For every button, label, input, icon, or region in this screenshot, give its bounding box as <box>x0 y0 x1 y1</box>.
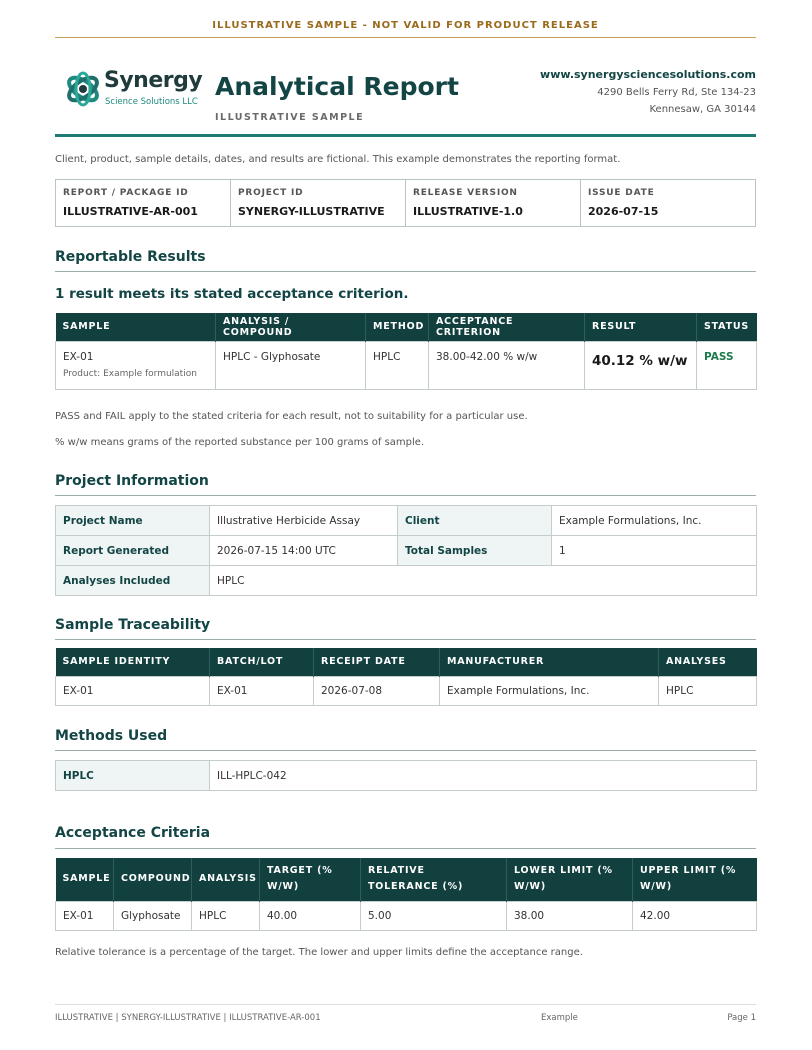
banner-divider <box>55 37 756 38</box>
methods-table <box>55 760 757 791</box>
method-cell: HPLC <box>366 341 429 389</box>
release-version-cell <box>406 180 581 226</box>
column-header: ACCEPTANCE CRITERION <box>429 313 585 341</box>
watermark-banner: ILLUSTRATIVE SAMPLE - NOT VALID FOR PRODUCT RELEASE <box>212 20 599 31</box>
receipt-date-cell: 2026-07-08 <box>314 676 440 705</box>
issue-date-label: ISSUE DATE <box>588 188 655 198</box>
traceability-table <box>55 648 757 706</box>
column-header: ANALYSIS <box>192 858 260 901</box>
result-value: 40.12 % w/w <box>592 352 688 369</box>
results-note-units: % w/w means grams of the reported substance per 100 grams of sample. <box>55 437 425 448</box>
header-divider <box>55 134 756 137</box>
column-header: COMPOUND <box>114 858 192 901</box>
project-id-value: SYNERGY-ILLUSTRATIVE <box>238 205 385 218</box>
section-divider <box>55 271 756 272</box>
criteria-sample-cell: EX-01 <box>56 901 114 930</box>
company-website-link[interactable]: www.synergysciencesolutions.com <box>540 68 756 81</box>
address-line-1: 4290 Bells Ferry Rd, Ste 134-23 <box>597 87 756 98</box>
column-header: STATUS <box>697 313 757 341</box>
company-logo <box>64 68 204 112</box>
disclaimer-text: Client, product, sample details, dates, and results are fictional. This example demonstrates the reporting format. <box>55 154 621 165</box>
criteria-note: Relative tolerance is a percentage of the target. The lower and upper limits define the acceptance range. <box>55 947 583 958</box>
table-row <box>56 676 757 705</box>
status-badge: PASS <box>704 350 734 363</box>
page-number: Page 1 <box>727 1013 756 1023</box>
section-title-traceability: Sample Traceability <box>55 617 211 633</box>
batch-lot-cell: EX-01 <box>210 676 314 705</box>
address-line-2: Kennesaw, GA 30144 <box>649 104 756 115</box>
criterion-cell: 38.00-42.00 % w/w <box>429 341 585 389</box>
result-cell <box>585 341 697 389</box>
column-header: SAMPLE <box>56 313 216 341</box>
column-header: SAMPLE <box>56 858 114 901</box>
column-header: METHOD <box>366 313 429 341</box>
status-cell <box>697 341 757 389</box>
section-title-project: Project Information <box>55 473 209 489</box>
client-value: Example Formulations, Inc. <box>552 506 757 536</box>
sample-id: EX-01 <box>63 350 94 363</box>
section-title-criteria: Acceptance Criteria <box>55 825 211 841</box>
issue-date-cell <box>581 180 755 226</box>
section-divider <box>55 848 756 849</box>
criteria-analysis-cell: HPLC <box>192 901 260 930</box>
criteria-lower-limit-cell: 38.00 <box>507 901 633 930</box>
project-name-value: Illustrative Herbicide Assay <box>210 506 398 536</box>
project-name-label: Project Name <box>56 506 210 536</box>
logo-mark-icon <box>64 68 102 110</box>
column-header: UPPER LIMIT (% W/W) <box>633 858 757 901</box>
logo-wordmark: Synergy <box>104 68 203 93</box>
release-version-label: RELEASE VERSION <box>413 188 518 198</box>
column-header: RELATIVE TOLERANCE (%) <box>361 858 507 901</box>
table-row <box>56 566 757 596</box>
criteria-tolerance-cell: 5.00 <box>361 901 507 930</box>
criteria-target-cell: 40.00 <box>260 901 361 930</box>
issue-date-value: 2026-07-15 <box>588 205 659 218</box>
method-name-cell: HPLC <box>56 761 210 791</box>
section-divider <box>55 639 756 640</box>
report-generated-value: 2026-07-15 14:00 UTC <box>210 536 398 566</box>
criteria-upper-limit-cell: 42.00 <box>633 901 757 930</box>
table-header-row <box>56 858 757 901</box>
company-contact <box>540 68 756 121</box>
logo-tagline: Science Solutions LLC <box>105 97 198 107</box>
results-table <box>55 313 757 390</box>
results-summary: 1 result meets its stated acceptance criterion. <box>55 286 409 302</box>
method-code-cell: ILL-HPLC-042 <box>210 761 757 791</box>
table-row <box>56 901 757 930</box>
release-version-value: ILLUSTRATIVE-1.0 <box>413 205 523 218</box>
column-header: ANALYSIS / COMPOUND <box>216 313 366 341</box>
column-header: LOWER LIMIT (% W/W) <box>507 858 633 901</box>
sample-identity-cell: EX-01 <box>56 676 210 705</box>
section-divider <box>55 750 756 751</box>
acceptance-criteria-table <box>55 858 757 931</box>
analysis-cell: HPLC - Glyphosate <box>216 341 366 389</box>
column-header: MANUFACTURER <box>440 648 659 676</box>
table-row <box>56 761 757 791</box>
report-id-cell <box>56 180 231 226</box>
footer-document-id: ILLUSTRATIVE | SYNERGY-ILLUSTRATIVE | ILLUSTRATIVE-AR-001 <box>55 1013 321 1023</box>
project-id-cell <box>231 180 406 226</box>
column-header: ANALYSES <box>659 648 757 676</box>
column-header: RECEIPT DATE <box>314 648 440 676</box>
table-row <box>56 506 757 536</box>
client-label: Client <box>398 506 552 536</box>
report-id-value: ILLUSTRATIVE-AR-001 <box>63 205 198 218</box>
project-id-label: PROJECT ID <box>238 188 304 198</box>
manufacturer-cell: Example Formulations, Inc. <box>440 676 659 705</box>
criteria-compound-cell: Glyphosate <box>114 901 192 930</box>
page-subtitle: ILLUSTRATIVE SAMPLE <box>215 112 365 123</box>
table-header-row <box>56 313 757 341</box>
report-id-label: REPORT / PACKAGE ID <box>63 188 189 198</box>
table-row <box>56 341 757 389</box>
column-header: TARGET (% W/W) <box>260 858 361 901</box>
table-header-row <box>56 648 757 676</box>
results-note-pass-fail: PASS and FAIL apply to the stated criteria for each result, not to suitability for a particular use. <box>55 411 528 422</box>
sample-product: Product: Example formulation <box>63 368 197 379</box>
sample-cell <box>56 341 216 389</box>
analyses-cell: HPLC <box>659 676 757 705</box>
analyses-included-label: Analyses Included <box>56 566 210 596</box>
page-title: Analytical Report <box>215 72 459 101</box>
table-row <box>56 536 757 566</box>
report-id-panel <box>55 179 756 227</box>
project-info-table <box>55 505 757 596</box>
section-title-methods: Methods Used <box>55 728 168 744</box>
total-samples-value: 1 <box>552 536 757 566</box>
analyses-included-value: HPLC <box>210 566 757 596</box>
section-title-results: Reportable Results <box>55 249 206 265</box>
column-header: RESULT <box>585 313 697 341</box>
total-samples-label: Total Samples <box>398 536 552 566</box>
column-header: BATCH/LOT <box>210 648 314 676</box>
footer-divider <box>55 1004 756 1005</box>
footer-label: Example <box>541 1013 578 1023</box>
section-divider <box>55 495 756 496</box>
column-header: SAMPLE IDENTITY <box>56 648 210 676</box>
report-generated-label: Report Generated <box>56 536 210 566</box>
